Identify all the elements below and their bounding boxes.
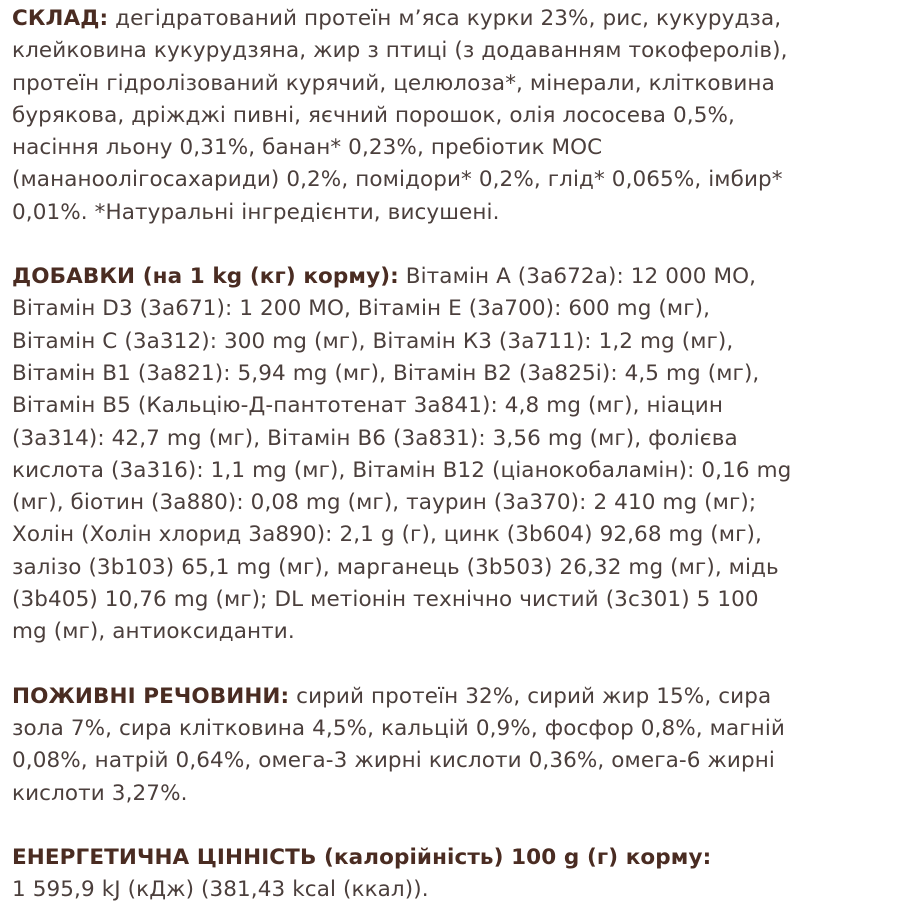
nutrients-line: кислоти 3,27%.: [12, 780, 188, 806]
composition-text: дегідратований протеїн м’яса курки 23%, рис, кукурудза,: [108, 6, 782, 31]
energy-heading: ЕНЕРГЕТИЧНА ЦІННІСТЬ (калорійність) 100 g (г) корму:: [12, 844, 712, 870]
additives-line: Вітамін С (3а312): 300 mg (мг), Вітамін К3 (3а711): 1,2 mg (мг),: [12, 328, 734, 354]
additives-line: Вітамін В5 (Кальцію-Д-пантотенат 3а841): 4,8 mg (мг), ніацин: [12, 393, 723, 419]
additives-line: Вітамін В1 (3а821): 5,94 mg (мг), Вітамін В2 (3а825і): 4,5 mg (мг),: [12, 360, 760, 386]
nutrients-line: 0,08%, натрій 0,64%, омега-3 жирні кислоти 0,36%, омега-6 жирні: [12, 748, 775, 774]
additives-line-1: [12, 261, 914, 293]
composition-line: насіння льону 0,31%, банан* 0,23%, пребіотик MOC: [12, 135, 603, 161]
additives-line: mg (мг), антиоксиданти.: [12, 619, 295, 645]
nutrients-text: сирий протеїн 32%, сирий жир 15%, сира: [289, 683, 772, 709]
composition-heading: СКЛАД:: [12, 6, 109, 31]
composition-line: клейковина кукурудзяна, жир з птиці (з додаванням токоферолів),: [12, 38, 788, 64]
additives-line: (3а314): 42,7 mg (мг), Вітамін В6 (3а831): 3,56 mg (мг), фолієва: [12, 425, 738, 451]
composition-line: 0,01%. *Натуральні інгредієнти, висушені.: [12, 199, 500, 225]
additives-line: залізо (3b103) 65,1 mg (мг), марганець (3b503) 26,32 mg (мг), мідь: [12, 554, 779, 580]
nutrients-line: зола 7%, сира клітковина 4,5%, кальцій 0,9%, фосфор 0,8%, магній: [12, 715, 785, 741]
energy-line-1: [12, 842, 914, 874]
additives-heading: ДОБАВКИ (на 1 kg (кг) корму):: [12, 264, 399, 290]
additives-section: [12, 261, 914, 649]
composition-line: бурякова, дріжджі пивні, яєчний порошок, олія лососева 0,5%,: [12, 102, 735, 128]
composition-line: протеїн гідролізований курячий, целюлоза*, мінерали, клітковина: [12, 70, 775, 96]
energy-value-line: 1 595,9 kJ (кДж) (381,43 kcal (ккал)).: [12, 877, 429, 903]
composition-section: [12, 3, 914, 229]
additives-line: Холін (Холін хлорид 3а890): 2,1 g (г), цинк (3b604) 92,68 mg (мг),: [12, 522, 762, 548]
nutrients-line-1: [12, 681, 914, 713]
nutrients-section: [12, 681, 914, 810]
additives-text: Вітамін А (3а672а): 12 000 МО,: [398, 264, 757, 290]
additives-line: Вітамін D3 (3а671): 1 200 МО, Вітамін Е (3а700): 600 mg (мг),: [12, 296, 711, 322]
additives-line: (мг), біотин (3а880): 0,08 mg (мг), таурин (3а370): 2 410 mg (мг);: [12, 490, 757, 516]
composition-line: (мананоолігосахариди) 0,2%, помідори* 0,2%, глід* 0,065%, імбир*: [12, 167, 783, 193]
composition-line-1: [12, 3, 914, 35]
additives-line: (3b405) 10,76 mg (мг); DL метіонін технічно чистий (3c301) 5 100: [12, 587, 759, 613]
nutrients-heading: ПОЖИВНІ РЕЧОВИНИ:: [12, 683, 290, 709]
energy-section: [12, 842, 914, 907]
additives-line: кислота (3а316): 1,1 mg (мг), Вітамін В12 (ціанокобаламін): 0,16 mg: [12, 457, 792, 483]
